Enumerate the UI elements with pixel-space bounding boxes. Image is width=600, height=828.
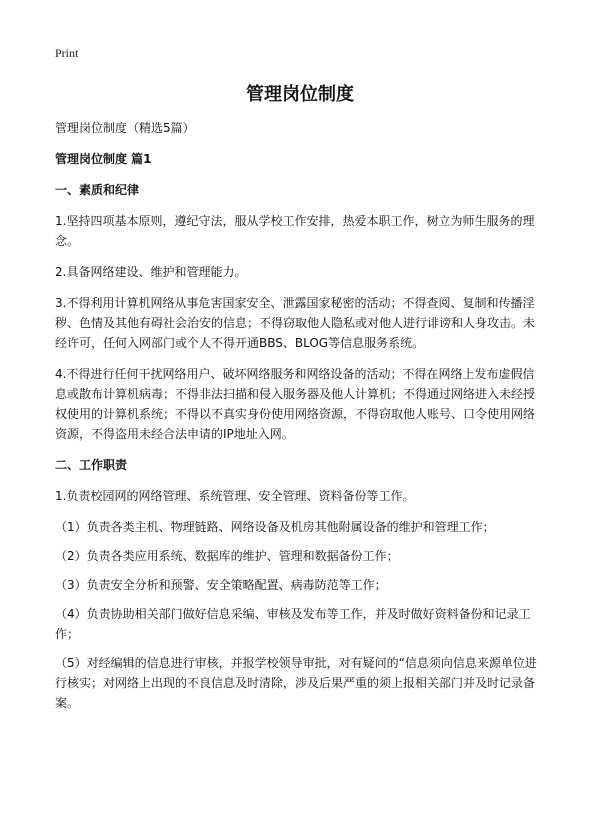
paragraph: 4.不得进行任何干扰网络用户、破坏网络服务和网络设备的活动；不得在网络上发布虚假信息或散布计算机病毒；不得非法扫描和侵入服务器及他人计算机；不得通过网络进入未经授权使用的计算机系统；不得以不真实身份使用网络资源，不得窃取他人账号、口令使用网络资源，不得盗用未经合法申请的IP地址入网。 bbox=[55, 367, 536, 441]
page-title: 管理岗位制度 bbox=[246, 84, 354, 105]
paragraph: 2.具备网络建设、维护和管理能力。 bbox=[55, 265, 247, 279]
section-heading-discipline: 一、素质和纪律 bbox=[55, 183, 140, 197]
list-item: （5）对经编辑的信息进行审核，并报学校领导审批，对有疑问的“信息须向信息来源单位进行核实；对网络上出现的不良信息及时清除，涉及后果严重的须上报相关部门并及时记录备案。 bbox=[55, 656, 537, 710]
paragraph: 1.坚持四项基本原则，遵纪守法，服从学校工作安排，热爱本职工作，树立为师生服务的理念。 bbox=[55, 214, 535, 248]
paragraph: 3.不得利用计算机网络从事危害国家安全、泄露国家秘密的活动；不得查阅、复制和传播淫秽、色情及其他有碍社会治安的信息；不得窃取他人隐私或对他人进行诽谤和人身攻击。未经许可，任何入网部门或个人不得开通BBS、BLOG等信息服务系统。 bbox=[55, 296, 536, 350]
document-subtitle: 管理岗位制度（精选5篇） bbox=[55, 121, 195, 135]
paragraph: 1.负责校园网的网络管理、系统管理、安全管理、资料备份等工作。 bbox=[55, 489, 415, 503]
list-item: （1）负责各类主机、物理链路、网络设备及机房其他附属设备的维护和管理工作； bbox=[55, 520, 495, 534]
article-heading: 管理岗位制度 篇1 bbox=[55, 152, 152, 166]
print-link[interactable]: Print bbox=[55, 46, 79, 60]
list-item: （2）负责各类应用系统、数据库的维护、管理和数据备份工作； bbox=[55, 549, 399, 563]
section-heading-duties: 二、工作职责 bbox=[55, 458, 128, 472]
list-item: （4）负责协助相关部门做好信息采编、审核及发布等工作，并及时做好资料备份和记录工作； bbox=[55, 607, 531, 641]
list-item: （3）负责安全分析和预警、安全策略配置、病毒防范等工作； bbox=[55, 578, 387, 592]
document-body bbox=[55, 118, 545, 722]
